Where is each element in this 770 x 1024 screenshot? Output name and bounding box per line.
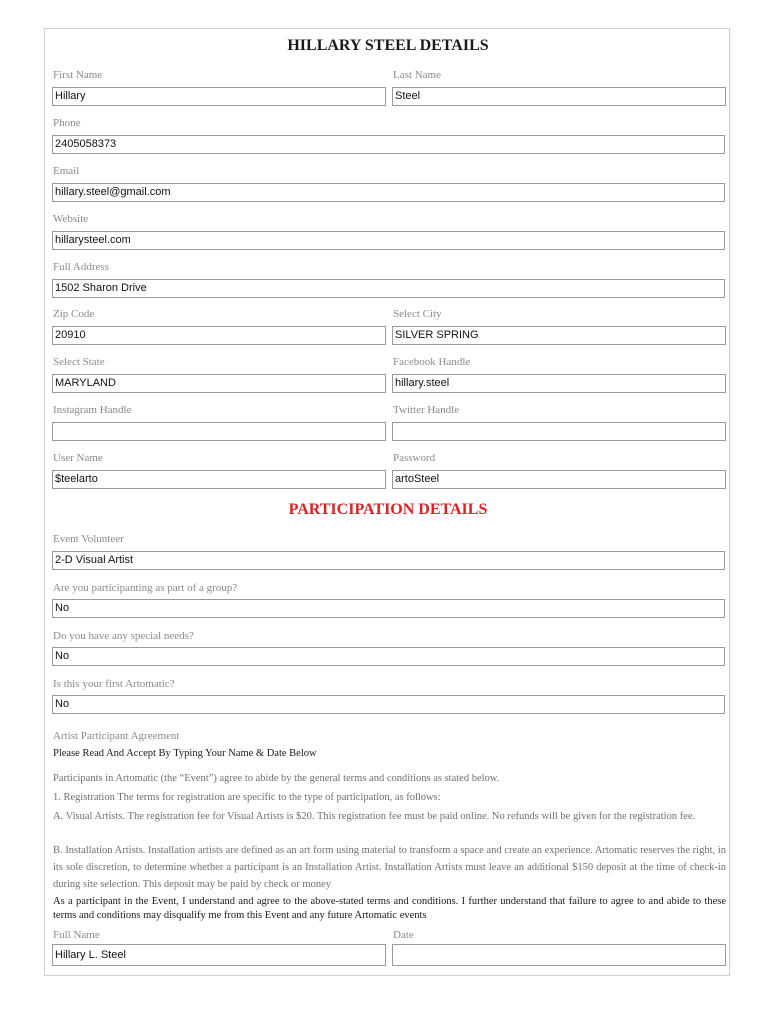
agreement-intro: Participants in Artomatic (the “Event”) agree to abide by the general terms and conditions as stated below. bbox=[53, 773, 500, 784]
password-label: Password bbox=[393, 452, 436, 464]
first-artomatic-label: Is this your first Artomatic? bbox=[53, 678, 175, 690]
event-volunteer-field[interactable]: 2-D Visual Artist bbox=[52, 551, 725, 570]
event-volunteer-label: Event Volunteer bbox=[53, 533, 124, 545]
website-label: Website bbox=[53, 213, 89, 225]
email-field[interactable]: hillary.steel@gmail.com bbox=[52, 183, 725, 202]
zip-field[interactable]: 20910 bbox=[52, 326, 386, 345]
agreement-instruction: Please Read And Accept By Typing Your Name & Date Below bbox=[53, 748, 317, 759]
facebook-field[interactable]: hillary.steel bbox=[392, 374, 726, 393]
username-field[interactable]: $teelarto bbox=[52, 470, 386, 489]
first-name-label: First Name bbox=[53, 69, 103, 81]
instagram-label: Instagram Handle bbox=[53, 404, 132, 416]
zip-label: Zip Code bbox=[53, 308, 95, 320]
agreement-visual-artists: A. Visual Artists. The registration fee for Visual Artists is $20. This registration fee must be paid online. No refunds will be given for the registration fee. bbox=[53, 811, 696, 822]
agreement-acceptance: As a participant in the Event, I understand and agree to the above-stated terms and conditions. I further understand that failure to agree to and abide to these terms and conditions may disqualify me from this Event and any future Artomatic events bbox=[53, 896, 726, 921]
address-label: Full Address bbox=[53, 261, 109, 273]
twitter-label: Twitter Handle bbox=[393, 404, 460, 416]
phone-label: Phone bbox=[53, 117, 81, 129]
email-label: Email bbox=[53, 165, 80, 177]
address-field[interactable]: 1502 Sharon Drive bbox=[52, 279, 725, 298]
password-field[interactable]: artoSteel bbox=[392, 470, 726, 489]
first-name-field[interactable]: Hillary bbox=[52, 87, 386, 106]
page-title: HILLARY STEEL DETAILS bbox=[287, 37, 489, 54]
participation-title: PARTICIPATION DETAILS bbox=[288, 501, 488, 518]
username-label: User Name bbox=[53, 452, 103, 464]
special-needs-label: Do you have any special needs? bbox=[53, 630, 194, 642]
phone-field[interactable]: 2405058373 bbox=[52, 135, 725, 154]
instagram-field[interactable] bbox=[52, 422, 386, 441]
twitter-field[interactable] bbox=[392, 422, 726, 441]
state-select[interactable]: MARYLAND bbox=[52, 374, 386, 393]
first-artomatic-field[interactable]: No bbox=[52, 695, 725, 714]
state-label: Select State bbox=[53, 356, 105, 368]
special-needs-field[interactable]: No bbox=[52, 647, 725, 666]
group-field[interactable]: No bbox=[52, 599, 725, 618]
city-label: Select City bbox=[393, 308, 442, 320]
last-name-field[interactable]: Steel bbox=[392, 87, 726, 106]
date-field[interactable] bbox=[392, 944, 726, 966]
city-select[interactable]: SILVER SPRING bbox=[392, 326, 726, 345]
full-name-field[interactable]: Hillary L. Steel bbox=[52, 944, 386, 966]
group-label: Are you participanting as part of a group? bbox=[53, 582, 238, 594]
agreement-registration: 1. Registration The terms for registration are specific to the type of participation, as follows: bbox=[53, 792, 441, 803]
agreement-label: Artist Participant Agreement bbox=[53, 730, 180, 742]
facebook-label: Facebook Handle bbox=[393, 356, 471, 368]
date-label: Date bbox=[393, 929, 414, 941]
last-name-label: Last Name bbox=[393, 69, 441, 81]
form-page bbox=[44, 28, 730, 976]
full-name-label: Full Name bbox=[53, 929, 100, 941]
website-field[interactable]: hillarysteel.com bbox=[52, 231, 725, 250]
agreement-installation: B. Installation Artists. Installation artists are defined as an art form using material to transform a space and create an experience. Artomatic reserves the right, in its sole discretion, to determine whether a participant is an Installation Artist. Installation Artists must leave an additional $150 deposit at the time of check-in during site selection. This deposit may be paid by check or money bbox=[53, 845, 726, 890]
